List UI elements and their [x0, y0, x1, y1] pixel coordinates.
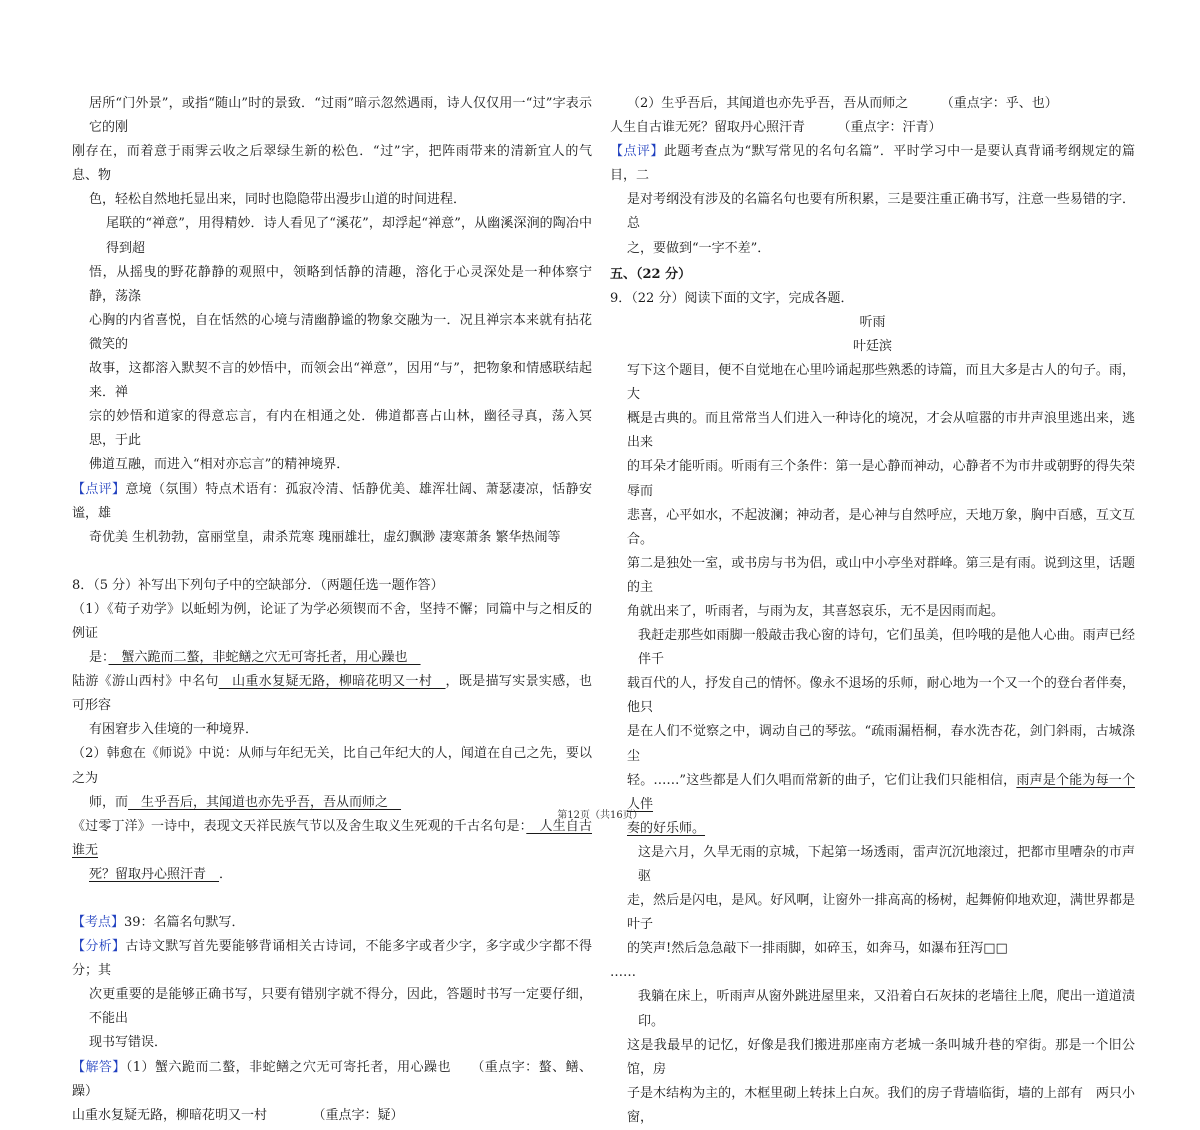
essay-author: 叶廷滨: [852, 338, 892, 354]
text-line: 悲喜，心平如水，不起波澜；神动者，是心神与自然呼应，天地万象，胸中百感，互文互合。: [627, 507, 1135, 547]
text-line: 尾联的“禅意”，用得精妙．诗人看见了“溪花”，却浮起“禅意”，从幽溪深涧的陶冶中得到超: [106, 216, 592, 256]
fill-in-answer: 生乎吾后，其闻道也亦先乎吾，吾从而师之: [128, 794, 402, 810]
kaodian-section: [72, 911, 592, 935]
text-line: 角就出来了，听雨者，与雨为友，其喜怒哀乐，无不是因雨而起。: [627, 603, 1005, 619]
dianping-label: 【点评】: [72, 481, 126, 497]
text-line: 现书写错误．: [89, 1035, 168, 1051]
dianping-text: 此题考查点为“默写常见的名句名篇”．平时学习中一是要认真背诵考纲规定的篇目，二: [610, 144, 1135, 184]
section-heading: 五、（22 分）: [610, 266, 692, 282]
jieda-label: 【解答】: [72, 1059, 126, 1075]
text-line: 是对考纲没有涉及的名篇名句也要有所积累，三是要注重正确书写，注意一些易错的字．总: [627, 192, 1135, 232]
fill-in-answer: 蟹六跪而二螯，非蛇鳝之穴无可寄托者，用心躁也: [108, 650, 421, 666]
text-line: 故事，这都溶入默契不言的妙悟中，而领会出“禅意”，因用“与”，把物象和情感联结起来．禅: [89, 361, 592, 401]
page-footer: 第12页（共16页）: [557, 810, 643, 821]
text-line: 刚存在，而着意于雨霁云收之后翠绿生新的松色．“过”字，把阵雨带来的清新宜人的气息、物: [72, 144, 592, 184]
kaodian-text: 39：名篇名句默写．: [124, 915, 245, 930]
text-span: 陆游《游山西村》中名句: [72, 674, 219, 690]
text-line: 写下这个题目，便不自觉地在心里吟诵起那些熟悉的诗篇，而且大多是古人的句子。雨，大: [627, 363, 1135, 403]
text-line: 这是我最早的记忆，好像是我们搬进那座南方老城一条叫城升巷的窄街。那是一个旧公馆，房: [627, 1037, 1135, 1077]
text-line: （2）生乎吾后，其闻道也亦先乎吾，吾从而师之 （重点字：乎、也）: [627, 96, 1058, 111]
text-line: 有困窘步入佳境的一种境界．: [89, 722, 259, 738]
text-span: ．: [219, 866, 233, 882]
jieda-section: [72, 1056, 592, 1104]
text-line: 心胸的内省喜悦，自在恬然的心境与清幽静谧的物象交融为一．况且禅宗本来就有拈花微笑的: [89, 312, 592, 352]
fenxi-label: 【分析】: [72, 939, 126, 955]
fenxi-text: 古诗文默写首先要能够背诵相关古诗词，不能多字或者少字，多字或少字都不得分；其: [72, 939, 592, 979]
text-line: 佛道互融，而进入“相对亦忘言”的精神境界．: [89, 457, 350, 473]
answer-line: [72, 863, 592, 887]
dianping-text: 意境（氛围）特点术语有：孤寂冷清、恬静优美、雄浑壮阔、萧瑟凄凉，恬静安谧，雄: [72, 481, 592, 521]
text-line: 山重水复疑无路，柳暗花明又一村 （重点字：疑）: [72, 1107, 404, 1123]
essay-title: 听雨: [859, 314, 886, 330]
text-span: ，既是描写实景实感，也可形容: [72, 674, 592, 714]
answer-line: [72, 646, 592, 670]
text-line: 的笑声!然后急急敲下一排雨脚，如碎玉，如奔马，如瀑布狂泻□□: [627, 941, 1008, 957]
dianping-comment: [610, 140, 1135, 188]
ellipsis: ……: [610, 965, 636, 981]
text-line: 我躺在床上，听雨声从窗外跳进屋里来，又沿着白石灰抹的老墙往上爬，爬出一道道渍印。: [638, 989, 1135, 1029]
text-line: 载百代的人，抒发自己的情怀。像永不退场的乐师，耐心地为一个又一个的登台者伴奏，他只: [627, 676, 1135, 716]
spacer: [72, 550, 592, 574]
text-line: （2）韩愈在《师说》中说：从师与年纪无关，比自己年纪大的人，闻道在自己之先，要以之为: [72, 746, 592, 786]
underlined-phrase: 奏的好乐师。: [627, 820, 706, 836]
text-line: 走，然后是闪电，是风。好风啊，让窗外一排高高的杨树，起舞俯仰地欢迎，满世界都是叶子: [627, 893, 1135, 933]
text-line: 次更重要的是能够正确书写，只要有错别字就不得分，因此，答题时书写一定要仔细，不能出: [89, 987, 592, 1027]
text-line: 的耳朵才能听雨。听雨有三个条件：第一是心静而神动，心静者不为市井或朝野的得失荣辱而: [627, 459, 1135, 499]
text-span: 师，而: [89, 794, 129, 810]
text-span: 是：: [89, 650, 109, 666]
text-line: 是在人们不觉察之中，调动自己的琴弦。“疏雨漏梧桐，春水洗杏花，剑门斜雨，古城涤尘: [627, 724, 1135, 764]
text-line: 这是六月，久旱无雨的京城，下起第一场透雨，雷声沉沉地滚过，把都市里嘈杂的市声驱: [638, 844, 1135, 884]
text-line: 宗的妙悟和道家的得意忘言，有内在相通之处．佛道都喜占山林，幽径寻真，荡入冥思，于此: [89, 409, 592, 449]
text-line: 居所“门外景”，或指“随山”时的景致．“过雨”暗示忽然遇雨，诗人仅仅用一“过”字表示它的刚: [89, 96, 592, 136]
text-line: 人生自古谁无死？留取丹心照汗青 （重点字：汗青）: [610, 120, 942, 136]
right-column: [610, 92, 1135, 1130]
text-line: 概是古典的。而且常常当人们进入一种诗化的境况，才会从喧嚣的市井声浪里逃出来，逃出来: [627, 411, 1135, 451]
text-line: 之，要做到“一字不差”．: [627, 240, 771, 256]
text-line: 奇优美 生机勃勃，富丽堂皇，肃杀荒寒 瑰丽雄壮，虚幻飘渺 凄寒萧条 繁华热闹等: [89, 529, 561, 545]
dianping-label: 【点评】: [610, 144, 664, 160]
text-line: 色，轻松自然地托显出来，同时也隐隐带出漫步山道的时间进程．: [89, 192, 467, 208]
answer-line: [72, 670, 592, 718]
fill-in-answer: 人生自古谁无: [72, 818, 592, 858]
fenxi-section: [72, 935, 592, 983]
text-line: 第二是独处一室，或书房与书为侣，或山中小亭坐对群峰。第三是有雨。说到这里，话题的主: [627, 555, 1135, 595]
kaodian-label: 【考点】: [72, 915, 125, 930]
text-span: 轻。……”这些都是人们久唱而常新的曲子，它们让我们只能相信，: [627, 772, 1017, 788]
fill-in-answer: 死？留取丹心照汗青: [89, 866, 220, 882]
question-9-title: 9．（22 分）阅读下面的文字，完成各题．: [610, 290, 854, 306]
text-line: 我赶走那些如雨脚一般敲击我心窗的诗句，它们虽美，但吟哦的是他人心曲。雨声已经伴千: [638, 628, 1135, 668]
spacer: [72, 887, 592, 911]
text-line: 悟，从摇曳的野花静静的观照中，领略到恬静的清趣，溶化于心灵深处是一种体察宁静，荡涤: [89, 264, 592, 304]
answer-line: [72, 815, 592, 863]
text-line: 子是木结构为主的，木框里砌上转抹上白灰。我们的房子背墙临街，墙的上部有 两只小窗，: [627, 1085, 1135, 1125]
text-span: 《过零丁洋》一诗中，表现文天祥民族气节以及舍生取义生死观的千古名句是：: [72, 818, 527, 834]
jieda-text: （1）蟹六跪而二螯，非蛇鳝之穴无可寄托者，用心躁也 （重点字：螯、鳝、躁）: [72, 1059, 592, 1099]
fill-in-answer: 山重水复疑无路，柳暗花明又一村: [218, 674, 446, 690]
underlined-phrase: 雨声是个能为每一个人伴: [627, 772, 1135, 812]
question-8-title: 8．（5 分）补写出下列句子中的空缺部分．（两题任选一题作答）: [72, 577, 444, 593]
left-column: [72, 92, 592, 1128]
text-line: （1）《荀子劝学》以蚯蚓为例，论证了为学必须锲而不舍，坚持不懈；同篇中与之相反的例证: [72, 601, 592, 641]
dianping-comment: [72, 478, 592, 526]
